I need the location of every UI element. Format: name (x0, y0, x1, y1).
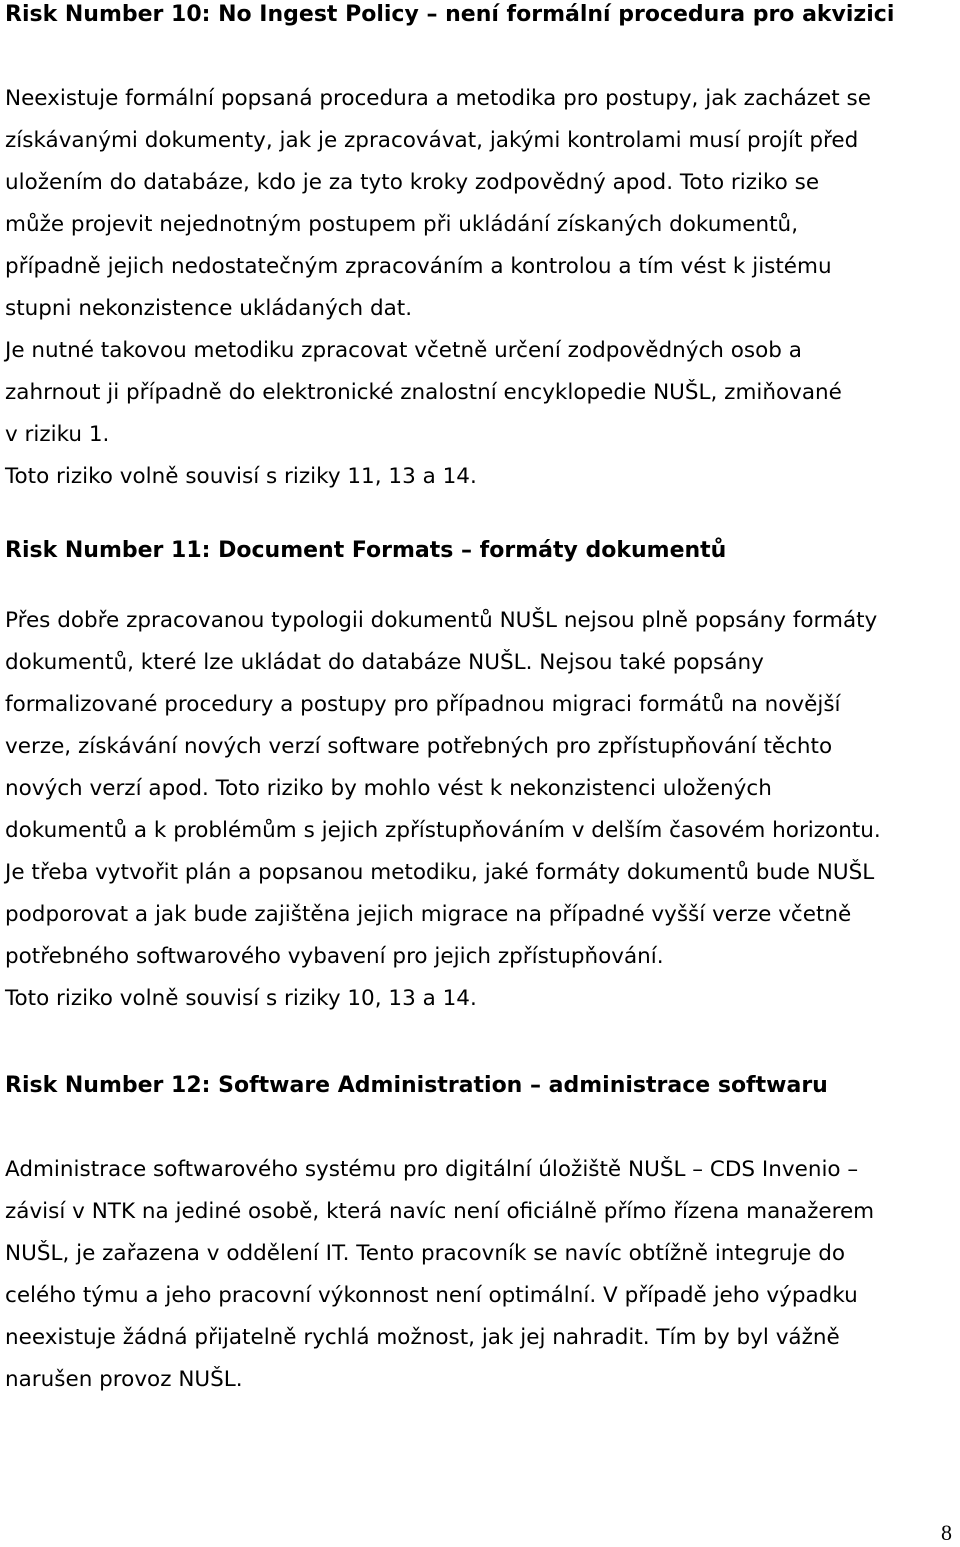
risk-10-body (5, 78, 871, 498)
risk-12-heading: Risk Number 12: Software Administration – administrace softwaru (5, 1073, 828, 1098)
risk-12-paragraph-description: Administrace softwarového systému pro digitální úložiště NUŠL – CDS Invenio – závisí v NTK na jediné osobě, která navíc není oficiálně přímo řízena manažerem NUŠL, je zařazena v oddělení IT. Tento pracovník se navíc obtížně integruje do celého týmu a jeho pracovní výkonnost není optimální. V případě jeho výpadku neexistuje žádná přijatelně rychlá možnost, jak jej nahradit. Tím by byl vážně narušen provoz NUŠL. (5, 1157, 875, 1392)
page-number: 8 (941, 1520, 952, 1545)
risk-11-paragraph-related: Toto riziko volně souvisí s riziky 10, 13 a 14. (5, 986, 477, 1011)
risk-12-body (5, 1149, 874, 1401)
risk-10-paragraph-related: Toto riziko volně souvisí s riziky 11, 13 a 14. (5, 464, 477, 489)
risk-11-body (5, 600, 881, 1020)
risk-10-heading: Risk Number 10: No Ingest Policy – není formální procedura pro akvizici (5, 2, 895, 27)
risk-10-paragraph-recommendation: Je nutné takovou metodiku zpracovat včetně určení zodpovědných osob a zahrnout ji případně do elektronické znalostní encyklopedie NUŠL, zmiňované v riziku 1. (5, 338, 842, 447)
risk-11-heading: Risk Number 11: Document Formats – formáty dokumentů (5, 538, 727, 563)
risk-10-paragraph-description: Neexistuje formální popsaná procedura a metodika pro postupy, jak zacházet se získávanými dokumenty, jak je zpracovávat, jakými kontrolami musí projít před uložením do databáze, kdo je za tyto kroky zodpovědný apod. Toto riziko se může projevit nejednotným postupem při ukládání získaných dokumentů, případně jejich nedostatečným zpracováním a kontrolou a tím vést k jistému stupni nekonzistence ukládaných dat. (5, 86, 871, 321)
risk-11-paragraph-recommendation: Je třeba vytvořit plán a popsanou metodiku, jaké formáty dokumentů bude NUŠL podporovat a jak bude zajištěna jejich migrace na případné vyšší verze včetně potřebného softwarového vybavení pro jejich zpřístupňování. (5, 860, 875, 969)
risk-11-paragraph-description: Přes dobře zpracovanou typologii dokumentů NUŠL nejsou plně popsány formáty dokumentů, které lze ukládat do databáze NUŠL. Nejsou také popsány formalizované procedury a postupy pro případnou migraci formátů na novější verze, získávání nových verzí software potřebných pro zpřístupňování těchto nových verzí apod. Toto riziko by mohlo vést k nekonzistenci uložených dokumentů a k problémům s jejich zpřístupňováním v delším časovém horizontu. (5, 608, 881, 843)
